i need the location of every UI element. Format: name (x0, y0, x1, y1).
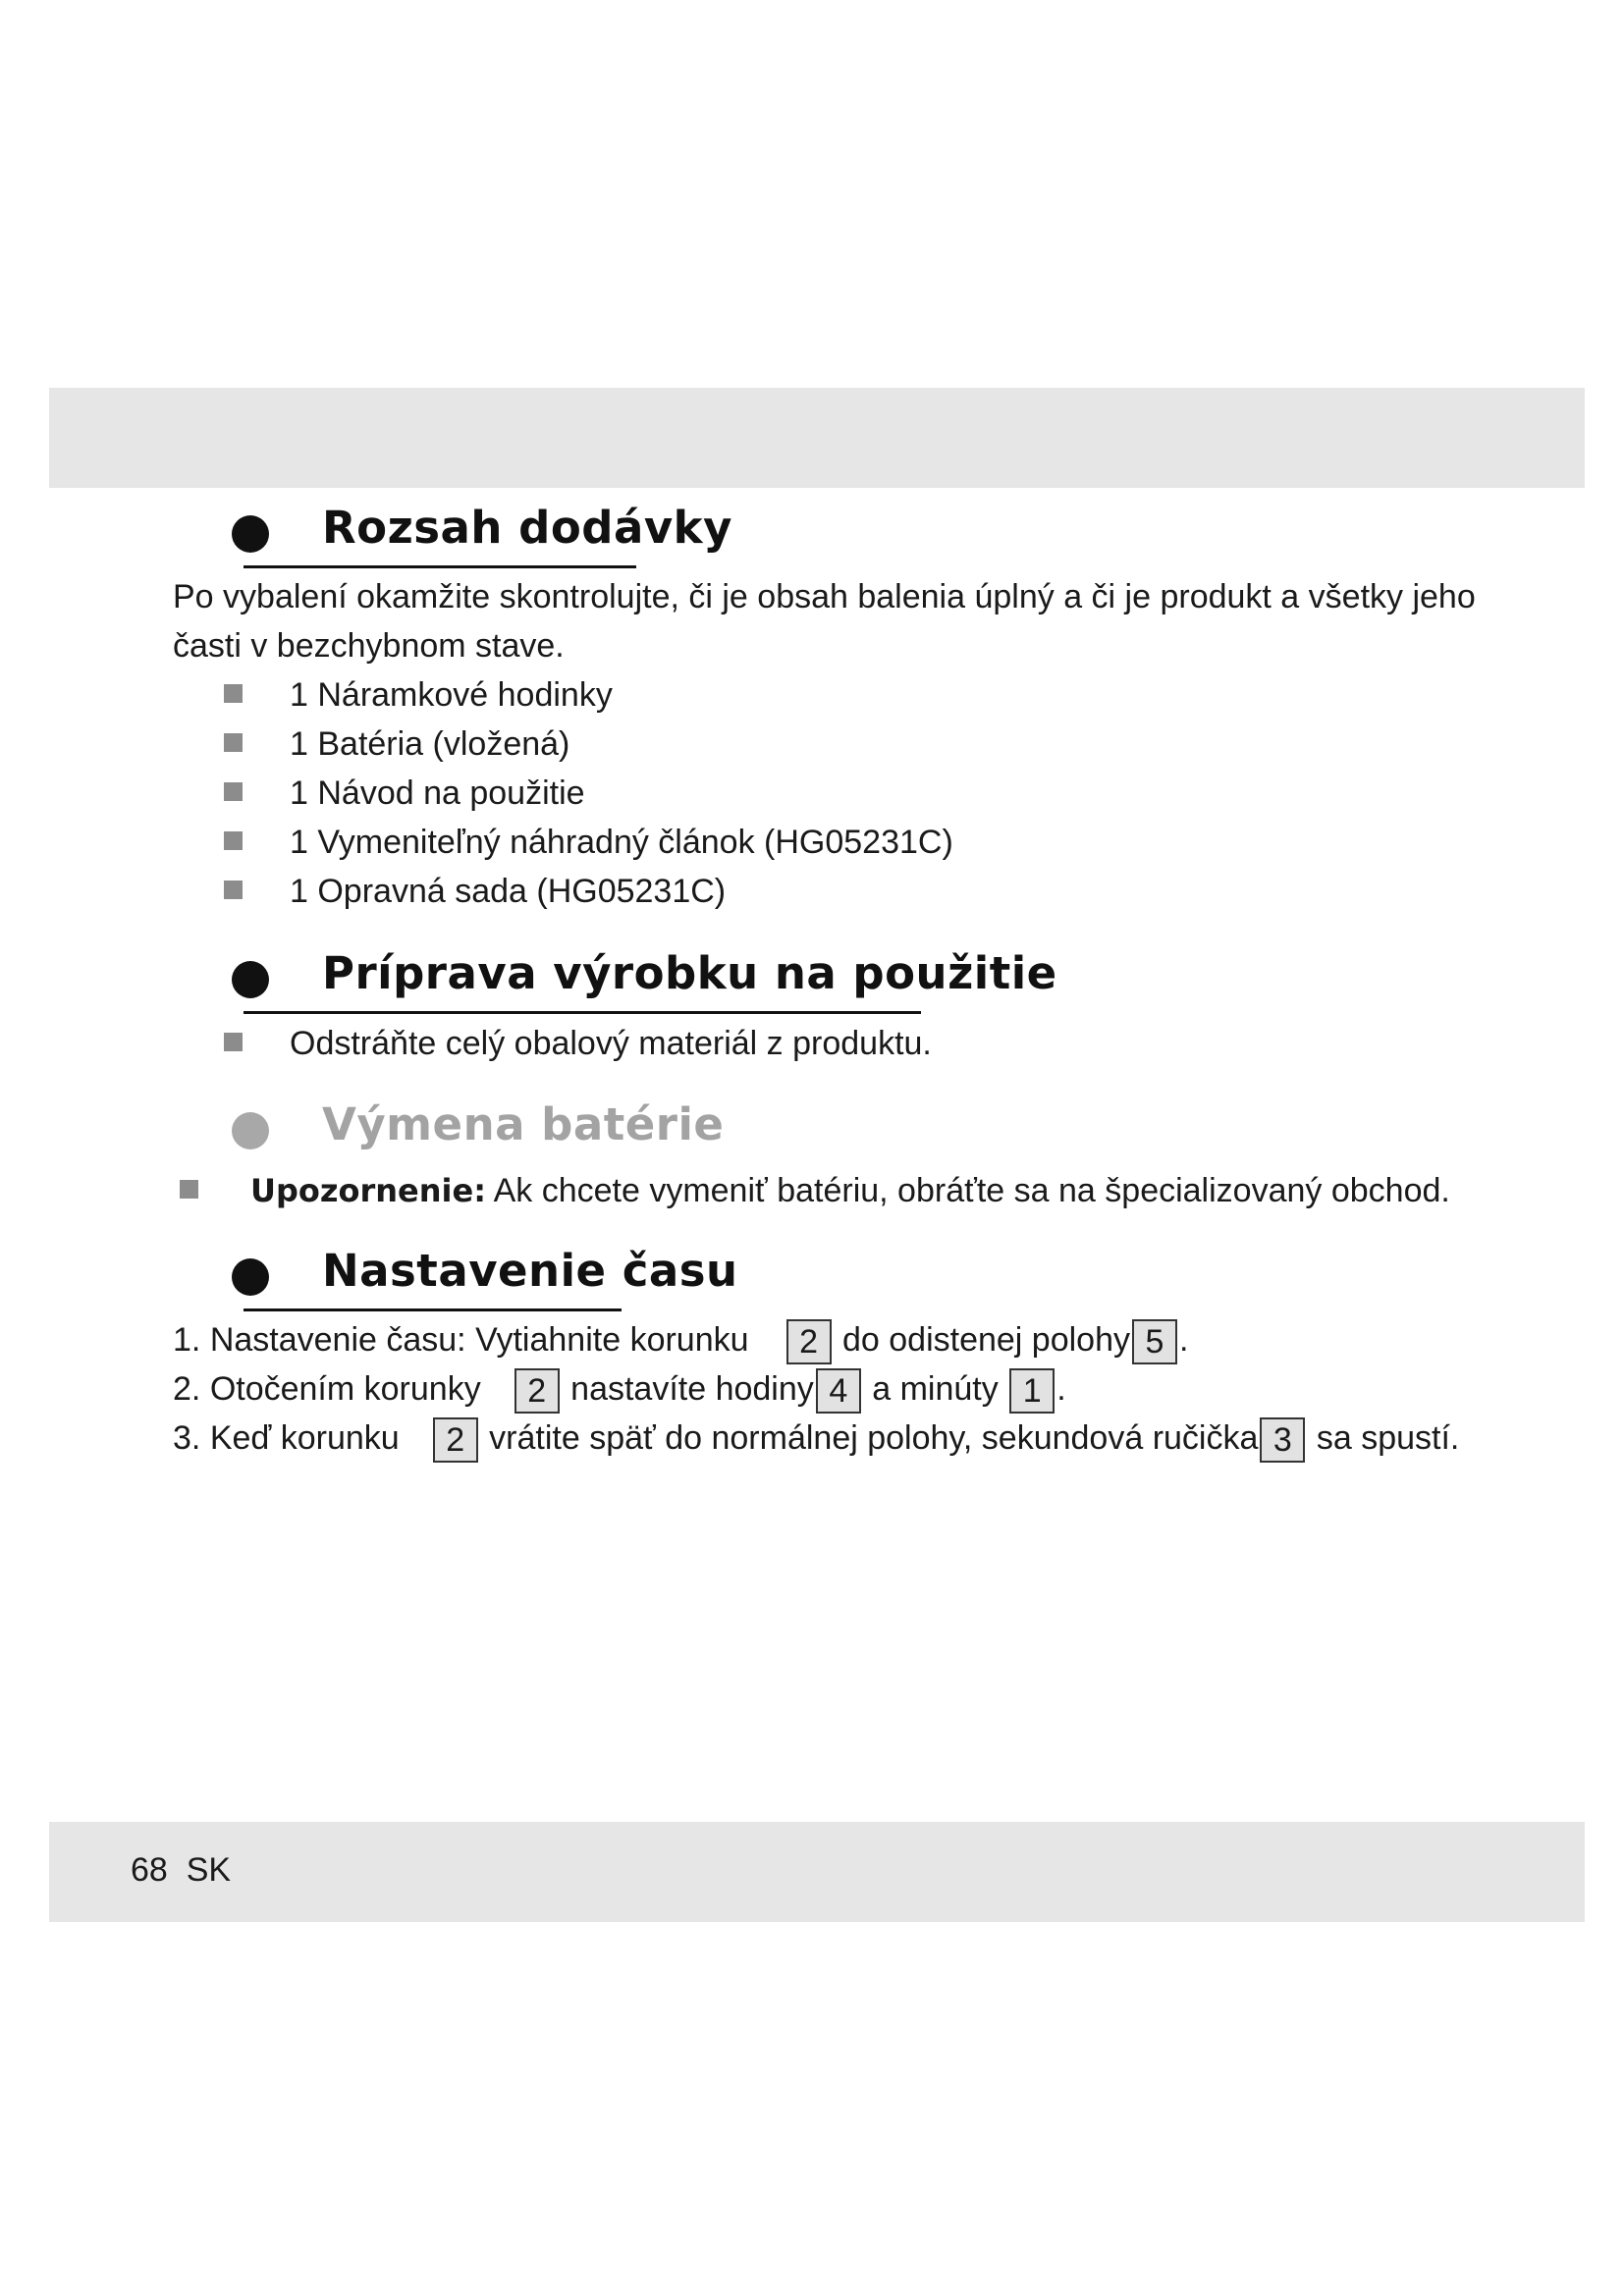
list-item: Odstráňte celý obalový materiál z produktu. (290, 1025, 932, 1062)
step-2 (173, 1364, 1066, 1414)
heading-nastavenie-casu (232, 1244, 1410, 1303)
step-number: 3. (173, 1419, 201, 1457)
warning-text: Ak chcete vymeniť batériu, obráťte sa na špecializovaný obchod. (486, 1172, 1450, 1209)
step-number: 1. (173, 1321, 201, 1359)
section-title: Nastavenie času (322, 1245, 738, 1297)
step-number: 2. (173, 1370, 201, 1408)
square-bullet-icon (224, 782, 243, 801)
step-text: vrátite späť do normálnej polohy, sekundová ručička (489, 1419, 1259, 1457)
page-number: 68 (131, 1851, 168, 1889)
heading-vymena-baterie (232, 1097, 1410, 1156)
step-text: do odistenej polohy (841, 1321, 1130, 1359)
language-code: SK (186, 1851, 232, 1889)
bullet-dot-icon (232, 1258, 269, 1296)
step-text: . (1179, 1321, 1189, 1359)
part-ref-badge: 3 (1260, 1417, 1305, 1463)
step-text: nastavíte hodiny (570, 1370, 814, 1408)
step-text: Otočením korunky (209, 1370, 481, 1408)
bullet-dot-icon (232, 1112, 269, 1149)
list-item: 1 Náramkové hodinky (290, 676, 613, 714)
step-text: Nastavenie času: Vytiahnite korunku (209, 1321, 749, 1359)
step-text: sa spustí. (1316, 1419, 1460, 1457)
list-item: 1 Vymeniteľný náhradný článok (HG05231C) (290, 824, 953, 861)
heading-underline (244, 1011, 921, 1014)
part-ref-badge: 5 (1132, 1319, 1177, 1364)
section-title: Rozsah dodávky (322, 502, 732, 554)
warning-note (250, 1166, 1450, 1215)
step-1 (173, 1315, 1188, 1364)
step-text: a minúty (872, 1370, 999, 1408)
part-ref-badge: 2 (433, 1417, 478, 1463)
warning-label: Upozornenie: (250, 1172, 486, 1209)
heading-priprava (232, 946, 1410, 1005)
part-ref-badge: 4 (816, 1368, 861, 1414)
header-band (49, 388, 1585, 488)
intro-line-1: Po vybalení okamžite skontrolujte, či je obsah balenia úplný a či je produkt a všetky jeho (173, 578, 1476, 615)
part-ref-badge: 2 (514, 1368, 560, 1414)
list-item: 1 Návod na použitie (290, 774, 585, 812)
heading-rozsah-dodavky (232, 501, 1410, 560)
section-title: Výmena batérie (322, 1098, 725, 1150)
intro-line-2: časti v bezchybnom stave. (173, 627, 565, 665)
page-footer (131, 1845, 231, 1895)
footer-band (49, 1822, 1585, 1922)
square-bullet-icon (224, 1033, 243, 1051)
square-bullet-icon (224, 831, 243, 850)
list-item: 1 Batéria (vložená) (290, 725, 570, 763)
bullet-dot-icon (232, 961, 269, 998)
square-bullet-icon (224, 881, 243, 899)
bullet-dot-icon (232, 515, 269, 553)
part-ref-badge: 1 (1009, 1368, 1055, 1414)
list-item: 1 Opravná sada (HG05231C) (290, 873, 727, 910)
heading-underline (244, 1308, 622, 1311)
heading-underline (244, 565, 636, 568)
square-bullet-icon (224, 733, 243, 752)
step-3 (173, 1414, 1459, 1463)
step-text: . (1056, 1370, 1066, 1408)
square-bullet-icon (224, 684, 243, 703)
part-ref-badge: 2 (786, 1319, 832, 1364)
square-bullet-icon (180, 1180, 198, 1199)
section-title: Príprava výrobku na použitie (322, 947, 1057, 999)
step-text: Keď korunku (209, 1419, 400, 1457)
